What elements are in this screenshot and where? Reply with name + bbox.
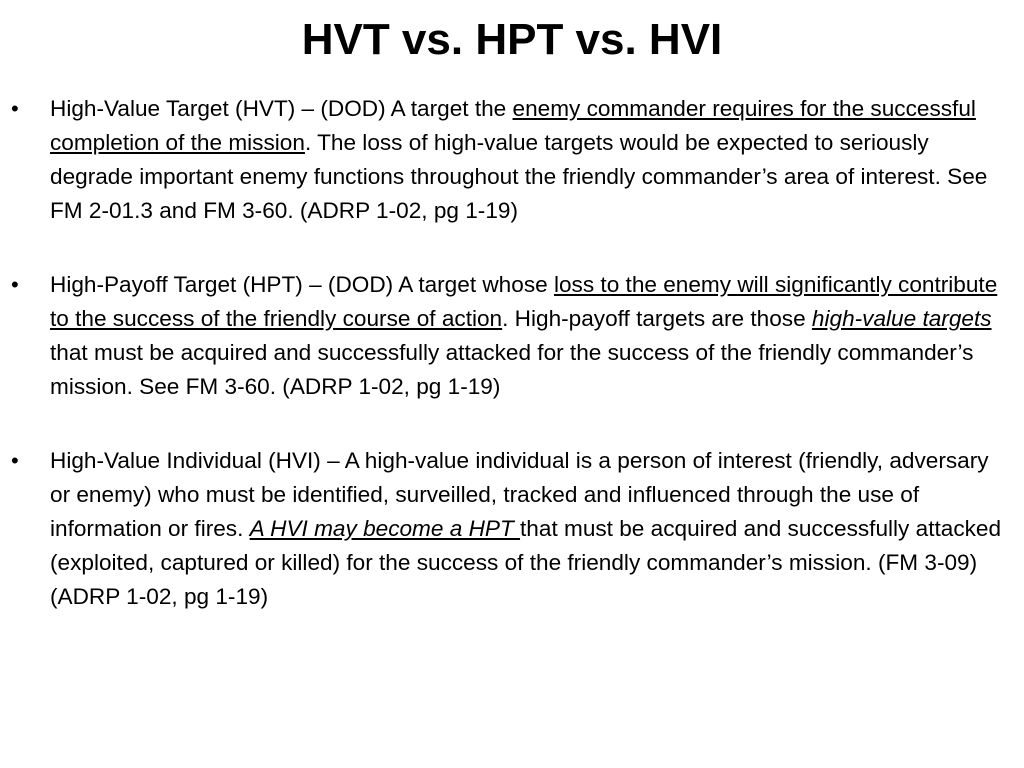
hvt-rest-text: . The loss of high-value targets would be expected to seriously degrade important enemy functions throughout the friendly commander’s area of interest. See FM 2-01.3 and FM 3-60. (ADRP 1-02, pg 1-19) <box>50 130 988 223</box>
hpt-emphasis-text: loss to the enemy will significantly contribute to the success of the friendly course of action <box>50 272 998 331</box>
bullet-dot-icon: • <box>11 96 19 121</box>
slide-title: HVT vs. HPT vs. HVI <box>301 15 723 64</box>
hpt-mid-text: . High-payoff targets are those <box>502 306 812 331</box>
hpt-rest-text: that must be acquired and successfully attacked for the success of the friendly commander’s mission. See FM 3-60. (ADRP 1-02, pg 1-19) <box>50 340 974 399</box>
bullet-dot-icon: • <box>11 272 19 297</box>
hvt-emphasis-text: enemy commander requires for the successful completion of the mission <box>50 96 976 155</box>
bullet-item-hvi <box>0 444 1024 614</box>
hvi-emphasis-italic-text: A HVI may become a HPT <box>249 516 521 541</box>
bullet-dot-icon: • <box>11 448 19 473</box>
hvt-lead-text: High-Value Target (HVT) – (DOD) A target the <box>50 96 513 121</box>
hvi-rest-text: that must be acquired and successfully attacked (exploited, captured or killed) for the success of the friendly commander’s mission. (FM 3-09) (ADRP 1-02, pg 1-19) <box>50 516 1002 609</box>
bullet-item-hpt <box>0 268 1024 404</box>
bullet-list <box>0 92 1024 654</box>
bullet-item-hvt <box>0 92 1024 228</box>
hvi-lead-text: High-Value Individual (HVI) – A high-value individual is a person of interest (friendly, adversary or enemy) who must be identified, surveilled, tracked and influenced through the use of information or fires. <box>50 448 989 541</box>
hpt-lead-text: High-Payoff Target (HPT) – (DOD) A target whose <box>50 272 554 297</box>
hpt-emphasis-italic-text: high-value targets <box>811 306 992 331</box>
